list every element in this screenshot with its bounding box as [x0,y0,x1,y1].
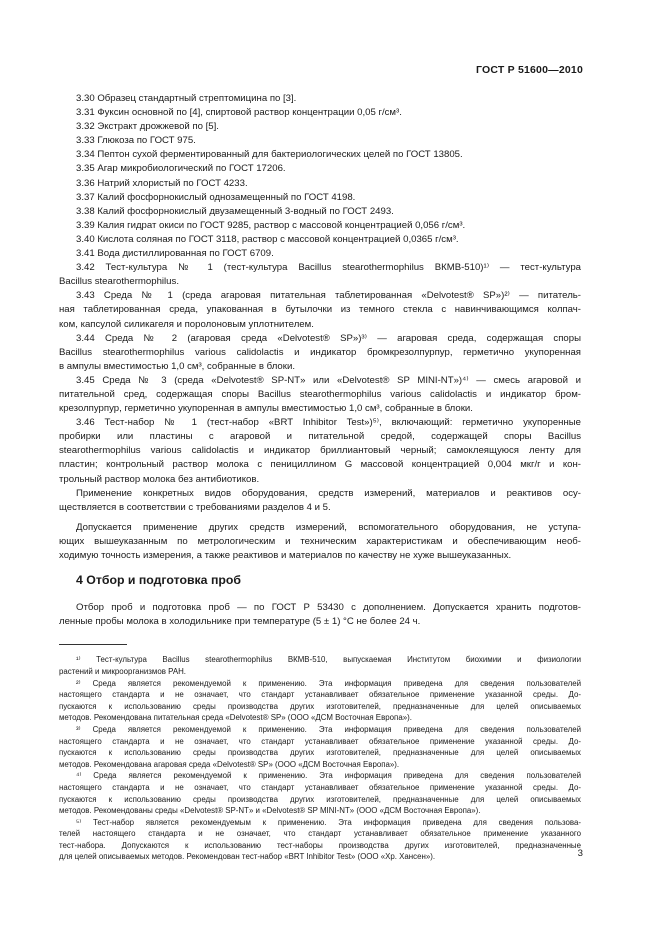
footnote-divider [59,644,127,645]
paragraph-line: трольный раствор молока без антибиотиков. [59,473,260,485]
footnote-line: ⁴⁾ Среда является рекомендуемой к применению. Эта информация приведена для сведения пользователей [76,771,581,781]
footnote [59,678,581,724]
section-heading: 4 Отбор и подготовка проб [76,573,241,588]
page-number: 3 [577,848,583,859]
paragraph-line: Допускается применение других средств измерений, вспомогательного оборудования, не уступа- [76,521,581,533]
list-item: 3.34 Пептон сухой ферментированный для бактериологических целей по ГОСТ 13805. [76,149,463,161]
list-item: 3.40 Кислота соляная по ГОСТ 3118, раствор с массовой концентрацией 0,0365 г/см³. [76,233,459,245]
paragraph-line: в ампулы вместимостью 1,0 см³, собранные в блоки. [59,360,295,372]
item-3-46 [59,416,581,486]
footnote-line: настоящего стандарта и не означает, что стандарт устанавливает обязательное применение указанной среды. До- [59,782,581,792]
list-item: 3.30 Образец стандартный стрептомицина по [3]. [76,93,297,104]
footnote-line: пускаются к использованию среды производства других изготовителей, предназначенные для целей описываемых [59,794,581,804]
footnote [59,817,581,863]
item-3-42 [59,261,581,289]
footnote-line: тест-набора. Допускаются к использованию тест-наборы производства других изготовителей, предназначенные [59,840,581,850]
item-3-44 [59,332,581,374]
list-item: 3.33 Глюкоза по ГОСТ 975. [76,135,196,147]
paragraph-line: Отбор проб и подготовка проб — по ГОСТ Р 53430 с дополнением. Допускается хранить подготов- [76,602,581,614]
paragraph-line: ществляется в соответствии с требованиями разделов 4 и 5. [59,501,331,513]
footnote-line: настоящего стандарта и не означает, что стандарт устанавливает обязательное применение указанной среды. До- [59,736,581,746]
paragraph-line: крезолпурпур, герметично укупоренная в ампулы вместимостью 1,0 см³, собранные в блоки. [59,403,473,415]
footnote-line: пускаются к использованию среды производства других изготовителей, предназначенные для целей описываемых [59,748,581,758]
list-item: 3.35 Агар микробиологический по ГОСТ 17206. [76,163,286,175]
paragraph-line: stearothermophilus various calidolactis и индикатор бриллиантовый черный; самоклеящуюся ленту для [59,445,581,457]
paragraph-line: пробирки или пластины с агаровой и питательной средой, содержащей споры Bacillus [59,431,581,443]
paragraph-line: питательной сред, содержащая споры Bacillus stearothermophilus various calidolactis и индикатор бром- [59,388,581,400]
paragraph-line: 3.46 Тест-набор № 1 (тест-набор «BRT Inhibitor Test»)⁵⁾, включающий: герметично укупоренные [76,417,581,429]
list-item: 3.41 Вода дистиллированная по ГОСТ 6709. [76,248,274,260]
footnote-line: пускаются к использованию среды производства других изготовителей, предназначенные для целей описываемых [59,701,581,711]
footnote-line: настоящего стандарта и не означает, что стандарт устанавливает обязательное применение указанной среды. До- [59,690,581,700]
paragraph-line: 3.43 Среда № 1 (среда агаровая питательная таблетированная «Delvotest® SP»)²⁾ — питатель- [76,290,581,302]
paragraph-equipment [59,487,581,515]
list-item: 3.38 Калий фосфорнокислый двузамещенный 3-водный по ГОСТ 2493. [76,205,394,217]
footnote-line: методов. Рекомендованы среды «Delvotest® SP-NT» и «Delvotest® SP MINI-NT» (ООО «ДСМ Восточная Европа»). [59,806,481,816]
document-header: ГОСТ Р 51600—2010 [475,64,583,76]
paragraph-line: ходимую точность измерения, а также реактивов и материалов по качеству не хуже вышеуказанных. [59,550,512,561]
footnotes [59,654,581,863]
paragraph-sampling [59,601,581,629]
paragraph-line: пластин; контрольный раствор молока с пенициллином G массовой концентрацией 0,004 мкг/г и кон- [59,459,581,471]
list-item: 3.32 Экстракт дрожжевой по [5]. [76,121,219,133]
footnote [59,654,581,677]
paragraph-line: ком, капсулой силикагеля и поролоновым уплотнителем. [59,318,314,330]
paragraph-line: 3.44 Среда № 2 (агаровая среда «Delvotest® SP»)³⁾ — агаровая среда, содержащая споры [76,332,581,344]
footnote-line: ¹⁾ Тест-культура Bacillus stearothermophilus ВКМВ-510, выпускаемая Институтом биохимии и физиологии [76,655,581,665]
item-3-43 [59,289,581,331]
paragraph-line: ленные пробы молока в холодильнике при температуре (5 ± 1) °С не более 24 ч. [59,616,421,628]
footnote-line: ⁵⁾ Тест-набор является рекомендуемым к применению. Эта информация приведена для сведения пользова- [76,817,581,827]
footnote-line: ²⁾ Среда является рекомендуемой к применению. Эта информация приведена для сведения пользователей [76,678,581,688]
list-item: 3.36 Натрий хлористый по ГОСТ 4233. [76,177,248,189]
footnote [59,770,581,816]
footnote-line: методов. Рекомендована агаровая среда «Delvotest® SP» (ООО «ДСМ Восточная Европа»). [59,759,400,769]
paragraph-alternatives [59,521,581,563]
paragraph-line: Применение конкретных видов оборудования, средств измерений, материалов и реактивов осу- [76,487,581,499]
footnote-line: телей настоящего стандарта и не означает, что стандарт устанавливает обязательное применение указанного [59,829,581,839]
paragraph-line: 3.45 Среда № 3 (среда «Delvotest® SP-NT» или «Delvotest® SP MINI-NT»)⁴⁾ — смесь агаровой и [76,374,581,386]
paragraph-line: Bacillus stearothermophilus various calidolactis и индикатор бромкрезолпурпур, герметично укупоренная [59,346,581,358]
paragraph-line: 3.42 Тест-культура № 1 (тест-культура Bacillus stearothermophilus ВКМВ-510)¹⁾ — тест-культура [76,262,581,274]
items-list [59,92,581,261]
list-item: 3.37 Калий фосфорнокислый однозамещенный по ГОСТ 4198. [76,191,356,203]
footnote-line: для целей описываемых методов. Рекомендован тест-набор «BRT Inhibitor Test» (ООО «Хр. Хансен»). [59,852,436,862]
paragraph-line: ная таблетированная среда, упакованная в бутылочки из темного стекла с навинчивающимся колпач- [59,304,581,316]
footnote-line: методов. Рекомендована питательная среда «Delvotest® SP» (ООО «ДСМ Восточная Европа»). [59,713,412,723]
footnote [59,724,581,770]
paragraph-line: Bacillus stearothermophilus. [59,276,179,288]
list-item: 3.39 Калия гидрат окиси по ГОСТ 9285, раствор с массовой концентрацией 0,056 г/см³. [76,219,466,231]
list-item: 3.31 Фуксин основной по [4], спиртовой раствор концентрации 0,05 г/см³. [76,107,402,119]
item-3-45 [59,374,581,416]
footnote-line: растений и микроорганизмов РАН. [59,666,187,676]
footnote-line: ³⁾ Среда является рекомендуемой к применению. Эта информация приведена для сведения пользователей [76,724,581,734]
paragraph-line: ющих вышеуказанным по метрологическим и техническим характеристикам и обеспечивающим необ- [59,535,581,547]
document-body [59,92,581,863]
